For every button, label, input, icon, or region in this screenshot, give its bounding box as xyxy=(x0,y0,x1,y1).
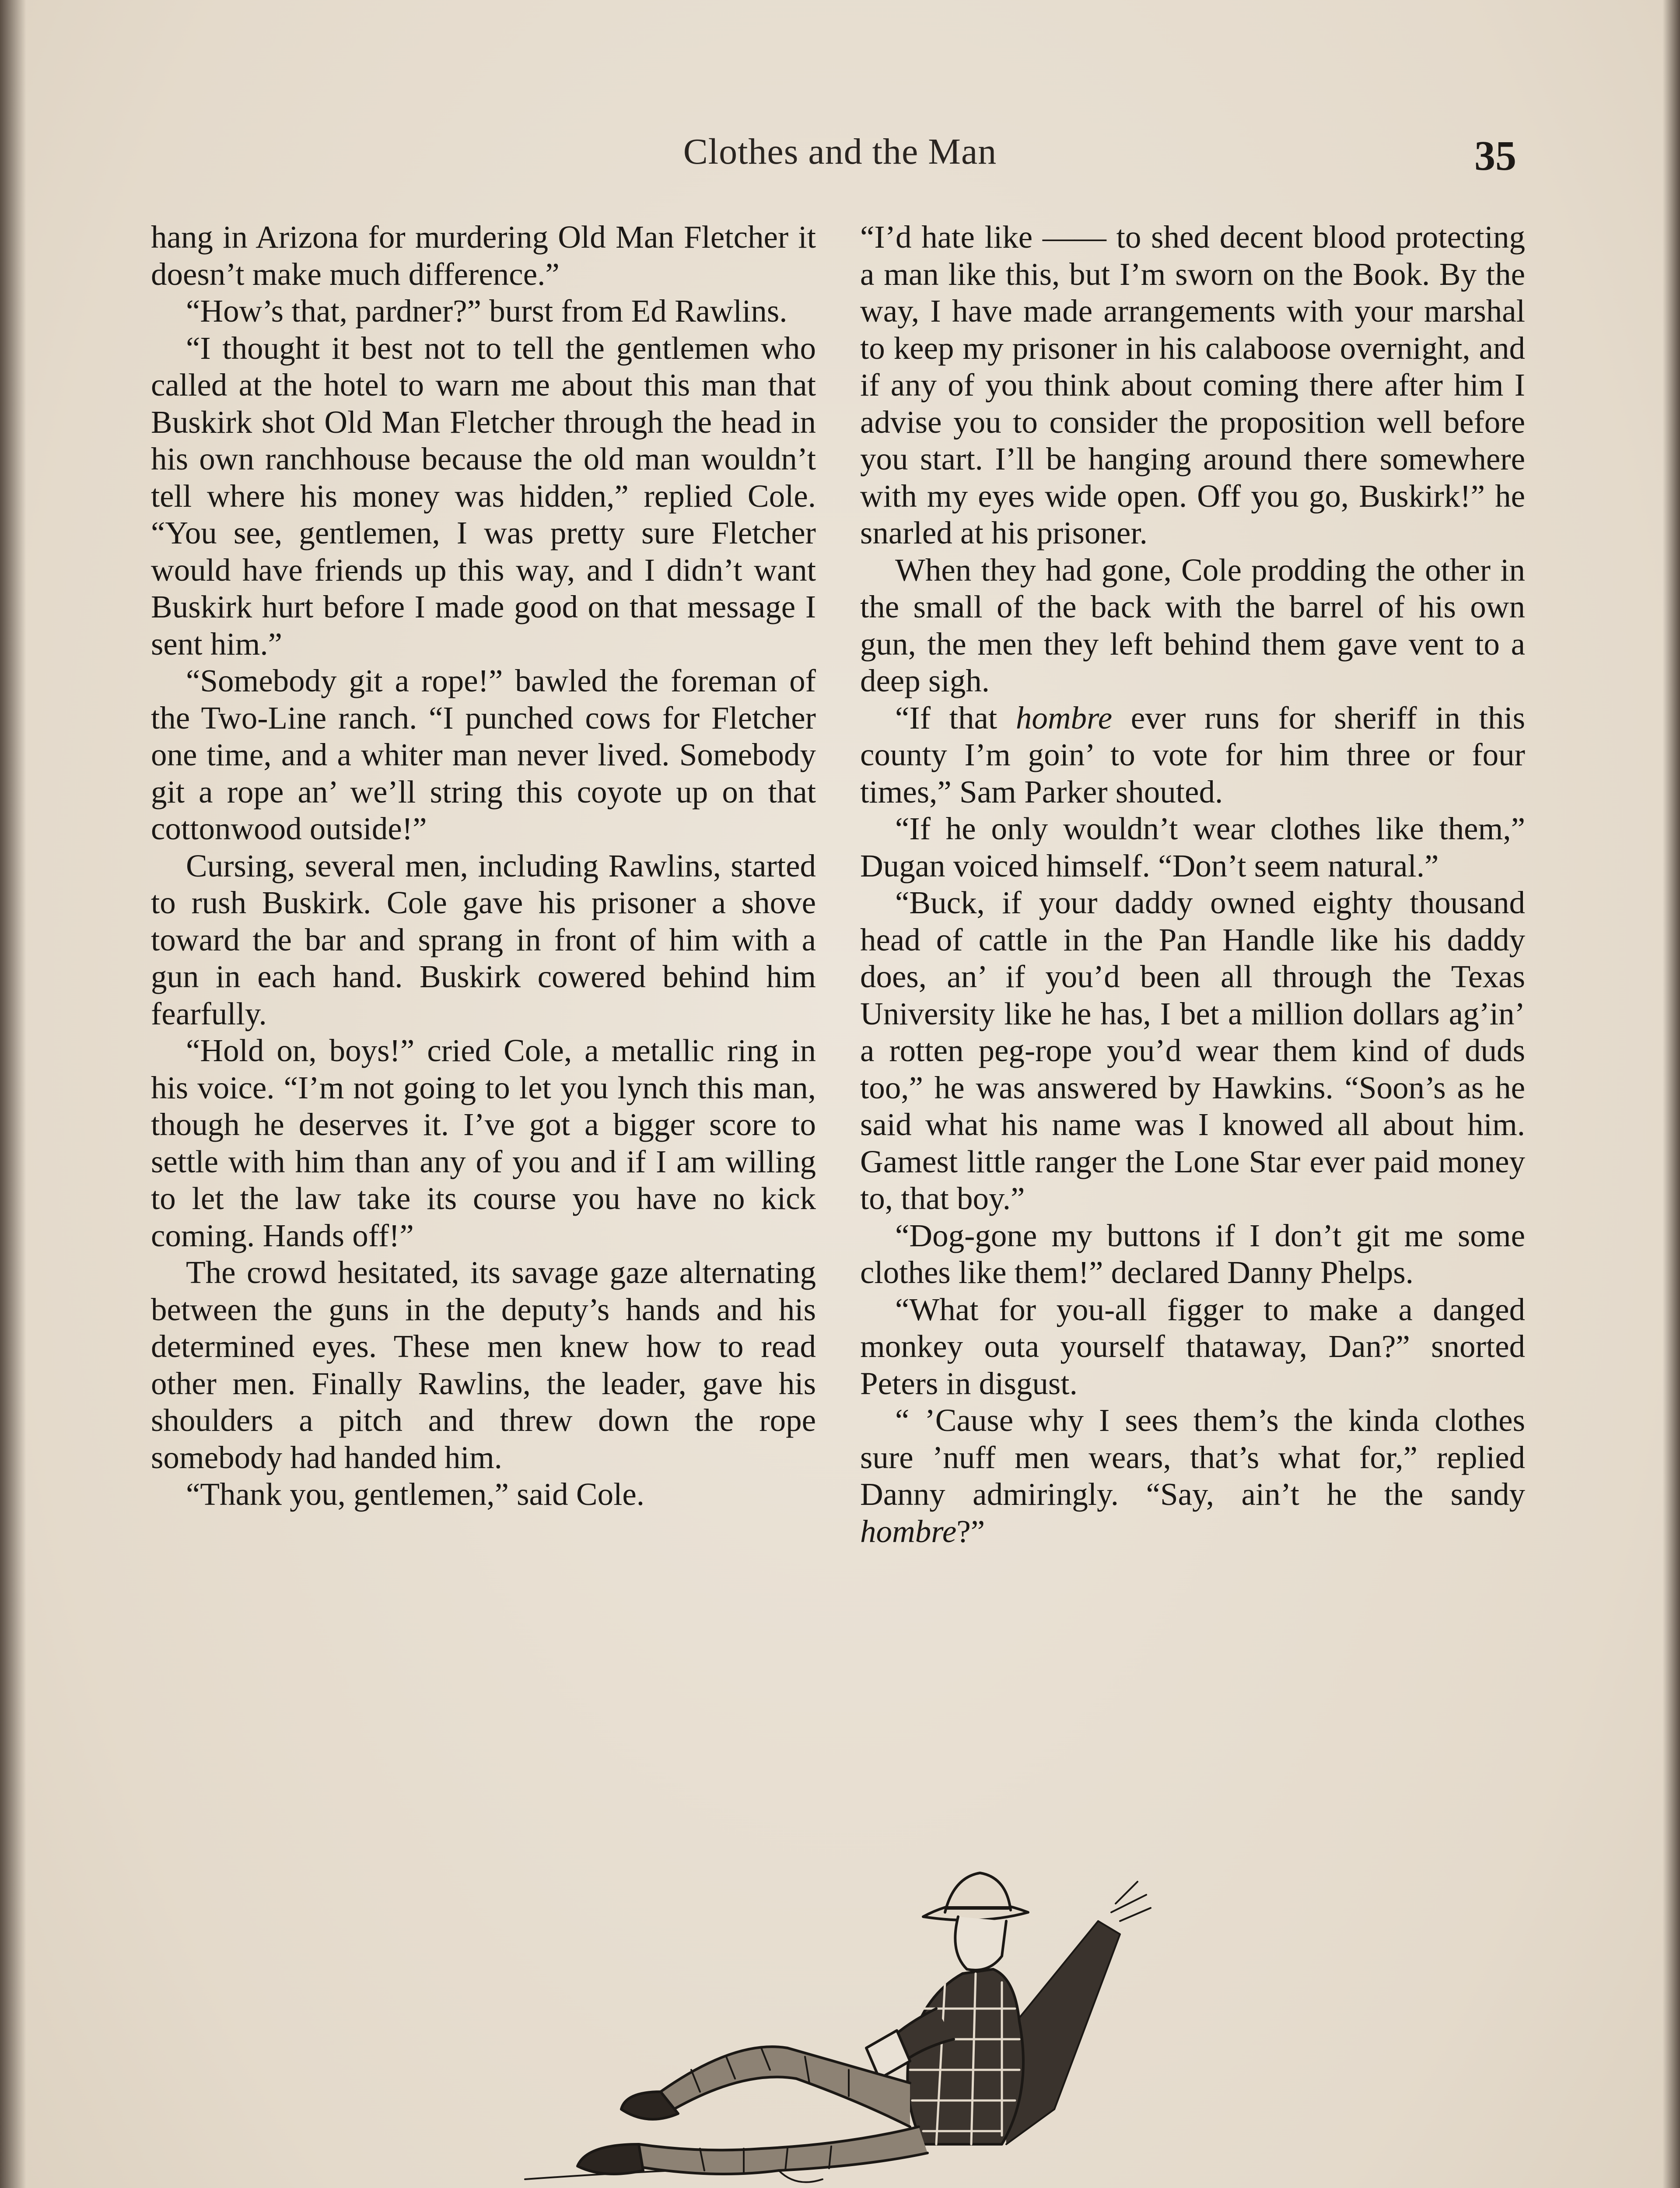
italic-word: hombre xyxy=(1015,700,1113,736)
paragraph: “What for you-all figger to make a danged monkey outa yourself thataway, Dan?” snorted Peters in disgust. xyxy=(860,1291,1525,1401)
page-number: 35 xyxy=(1474,132,1516,179)
paragraph: Cursing, several men, including Rawlins, started to rush Buskirk. Cole gave his prisoner a shove toward the bar and sprang in front of him with a gun in each hand. Buskirk cowered behind him fearfully. xyxy=(151,848,816,1031)
paragraph: The crowd hesitated, its savage gaze alternating between the guns in the deputy’s hands and his determined eyes. These men knew how to read other men. Finally Rawlins, the leader, gave his shoulders a pitch and threw down the rope somebody had handed him. xyxy=(151,1255,816,1475)
paragraph: “Somebody git a rope!” bawled the foreman of the Two-Line ranch. “I punched cows for Fletcher one time, and a whiter man never lived. Somebody git a rope an’ we’ll string this coyote up on that cottonwood outside!” xyxy=(151,663,816,846)
left-text-column xyxy=(151,219,816,1513)
paragraph: hang in Arizona for murdering Old Man Fletcher it doesn’t make much difference.” xyxy=(151,219,816,292)
paragraph: “If that hombre ever runs for sheriff in this county I’m goin’ to vote for him three or four times,” Sam Parker shouted. xyxy=(860,700,1526,810)
paragraph: When they had gone, Cole prodding the other in the small of the back with the barrel of his own gun, the men they left behind them gave vent to a deep sigh. xyxy=(860,552,1525,698)
paragraph: “ ’Cause why I sees them’s the kinda clothes sure ’nuff men wears, that’s what for,” replied Danny admiringly. “Say, ain’t he the sandy hombre?” xyxy=(860,1403,1525,1549)
paragraph: “Buck, if your daddy owned eighty thousand head of cattle in the Pan Handle like his daddy does, an’ if you’d been all through the Texas University like he has, I bet a million dollars ag’in’ a rotten peg-rope you’d wear them kind of duds too,” he was answered by Hawkins. “Soon’s as he said what his name was I knowed all about him. Gamest little ranger the Lone Star ever paid money to, that boy.” xyxy=(860,885,1525,1216)
paragraph: “I’d hate like —— to shed decent blood protecting a man like this, but I’m sworn on the Book. By the way, I have made arrangements with your marshal to keep my prisoner in his calaboose overnight, and if any of you think about coming there after him I advise you to consider the proposition well before you start. I’ll be hanging around there somewhere with my eyes wide open. Off you go, Buskirk!” he snarled at his prisoner. xyxy=(860,219,1525,551)
reclining-cowboy-illustration xyxy=(516,1864,1172,2188)
paragraph: “I thought it best not to tell the gentlemen who called at the hotel to warn me about this man that Buskirk shot Old Man Fletcher through the head in his own ranchhouse because the old man wouldn’t tell where his money was hidden,” replied Cole. “You see, gentlemen, I was pretty sure Fletcher would have friends up this way, and I didn’t want Buskirk hurt before I made good on that message I sent him.” xyxy=(151,330,816,662)
right-text-column xyxy=(860,219,1525,1550)
paragraph: “Thank you, gentlemen,” said Cole. xyxy=(186,1476,645,1512)
running-title: Clothes and the Man xyxy=(683,131,997,172)
italic-word: hombre xyxy=(860,1513,957,1549)
page-edge-shadow-right xyxy=(1662,0,1680,2188)
paragraph: “How’s that, pardner?” burst from Ed Rawlins. xyxy=(186,293,788,329)
page-edge-shadow-left xyxy=(0,0,26,2188)
paragraph: “Dog-gone my buttons if I don’t git me some clothes like them!” declared Danny Phelps. xyxy=(860,1217,1525,1290)
paragraph: “Hold on, boys!” cried Cole, a metallic ring in his voice. “I’m not going to let you lynch this man, though he deserves it. I’ve got a bigger score to settle with him than any of you and if I am willing to let the law take its course you have no kick coming. Hands off!” xyxy=(151,1033,816,1253)
paragraph: “If he only wouldn’t wear clothes like them,” Dugan voiced himself. “Don’t seem natural.” xyxy=(860,811,1525,884)
